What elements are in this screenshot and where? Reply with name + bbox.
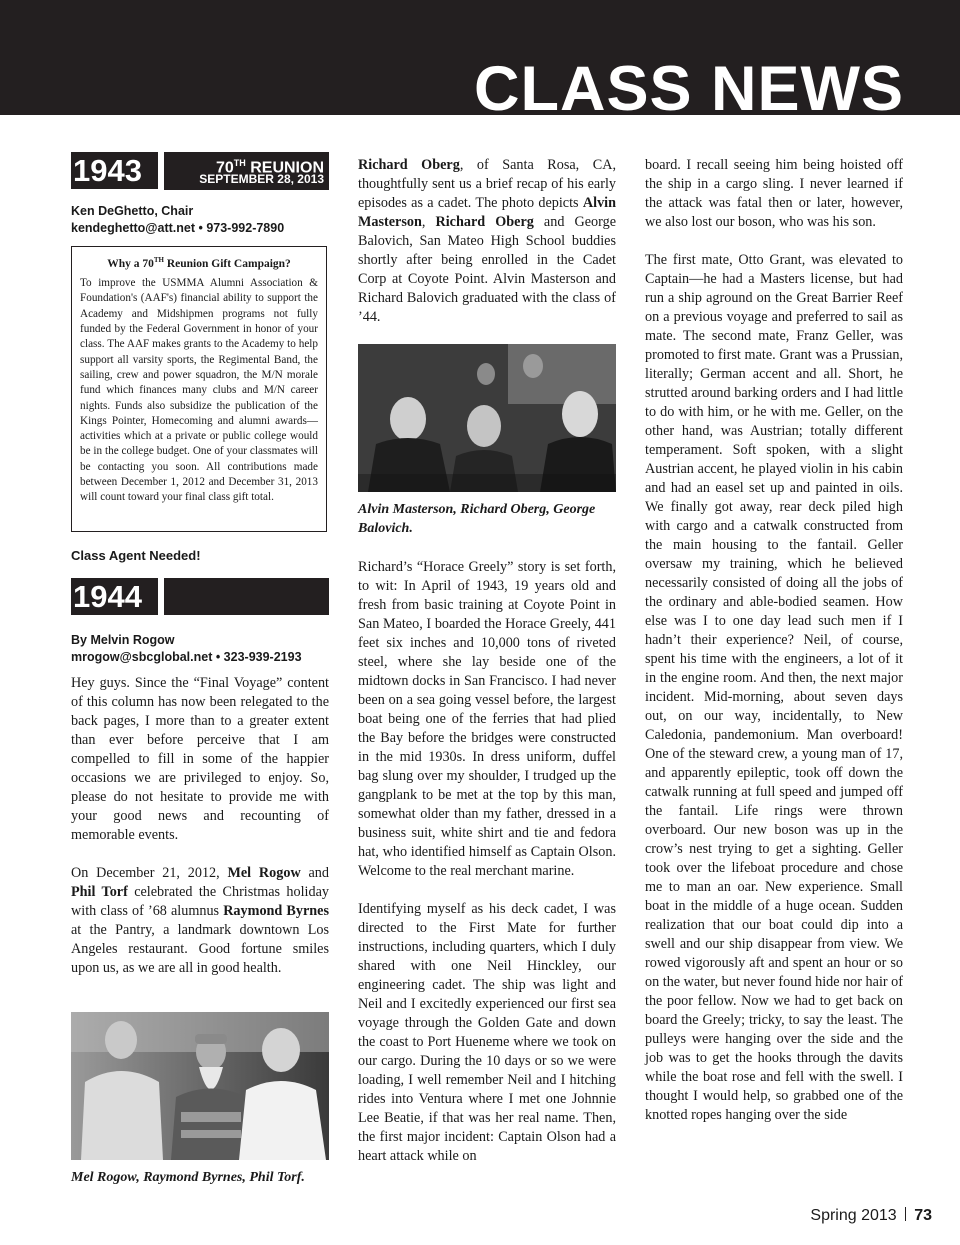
column-1-text	[71, 674, 329, 978]
gift-campaign-body: To improve the USMMA Alumni Association & Foundation's (AAF's) financial ability to support the Academy and Midshipmen programs not fully funded by the Federal Government in honor of your class. The AAF makes grants to the Academy to help support all varsity sports, the Regimental Band, the sailing, crew and power squadron, the M/N morale fund which finances many clubs and M/N career nights. Funds also subsidize the publication of the Kings Pointer, Homecoming and alumni awards—activities which at a private or public college would be in the college budget. One of your classmates will be contacting you soon. All contributions made between December 1, 2012 and December 31, 2013 will count toward your final class gift total.	[80, 277, 318, 504]
column-2-text	[358, 558, 616, 1166]
paragraph: Richard’s “Horace Greely” story is set forth, to wit: In April of 1943, 19 years old and fresh from basic training at Coyote Point in San Mateo, I boarded the Horace Greely, 441 feet six inches and 10,000 tons of riveted steel, where she lay beside one of the midtown docks in San Francisco. I had never been on a sea going vessel before, the largest boat being one of the ferries that had plied the Bay before the bridges were constructed in the mid 1930s. In dress uniform, duffel bag slung over my shoulder, I trudged up the gangplank to be met at the top by this man, somewhat older than my father, dressed in a business suit, white shirt and tie and fedora hat, who identified himself as Captain Olson. Welcome to the real merchant marine.	[358, 559, 616, 879]
paragraph: Identifying myself as his deck cadet, I was directed to the First Mate for further instructions, including quarters, which I duly shared with one Neil Hinckley, our engineering cadet. The ship was light and Neil and I excitedly experienced our first sea voyage through the Golden Gate and down the coast to Port Hueneme where we took on our cargo. During the 10 days or so we were loading, I well remember Neil and I hitching rides into Ventura where I met one Johnnie Lee Beatie, if that was her real name. Then, the first major incident: Captain Olson had a heart attack while on	[358, 901, 616, 1164]
page-footer	[810, 1207, 932, 1225]
page-number: 73	[914, 1207, 932, 1224]
year-1944-box	[71, 578, 158, 615]
paragraph: On December 21, 2012, Mel Rogow and Phil Torf celebrated the Christmas holiday with class of ’68 alumnus Raymond Byrnes at the Pantry, a landmark downtown Los Angeles restaurant. Good fortune smiles upon us, as we are all in good health.	[71, 865, 329, 976]
year-1944-label: 1944	[73, 579, 142, 614]
page-title: CLASS NEWS	[473, 54, 904, 124]
photo-illustration	[358, 344, 616, 492]
gift-campaign-box	[71, 246, 327, 532]
year-1943-label: 1943	[73, 153, 142, 188]
paragraph: board. I recall seeing him being hoisted off the ship in a cargo sling. I never learned if the attack was fatal then or later, however, we also lost our boson, who was his son.	[645, 157, 903, 230]
paragraph: Hey guys. Since the “Final Voyage” content of this column has now been relegated to the back pages, I more than to a greater extent than ever before perceive that I am compelled to fill in some of the happier occasions we are privileged to enjoy. So, please do not hesitate to provide me with your good news and recounting of memorable events.	[71, 675, 329, 843]
photo-illustration	[71, 1012, 329, 1160]
paragraph: Richard Oberg, of Santa Rosa, CA, thoughtfully sent us a brief recap of his early episodes as a cadet. The photo depicts Alvin Masterson, Richard Oberg and George Balovich, San Mateo High School buddies shortly after being enrolled in the Cadet Corp at Coyote Point. Alvin Masterson and Richard Balovich graduated with the class of ’44.	[358, 157, 616, 325]
photo-rogow-byrnes-torf	[71, 1012, 329, 1160]
1944-byline	[71, 632, 331, 666]
reunion-banner	[164, 152, 329, 190]
year-1943-box	[71, 152, 158, 189]
photo-masterson-oberg-balovich	[358, 344, 616, 492]
column-2-top	[358, 156, 616, 327]
paragraph: The first mate, Otto Grant, was elevated to Captain—he had a Masters license, but had run a ship aground on the Great Barrier Reef on a previous voyage and preferred to sail as mate. The second mate, Franz Geller, was promoted to first mate. Grant was a Prussian, literally; German accent and all. Short, he strutted around barking orders and I had little to do with him, or he with me. Geller, on the other hand, was Austrian; totally different temperament. Soft spoken, with a slight Austrian accent, he played violin in his cabin and had an easel set up and painted in oils. We finally got away, rear deck piled high with cargo and a catwalk constructed from the main housing to the fantail. Geller oversaw my training, which he believed necessarily consisted of doing all the jobs of the ordinary and able-bodied seamen. How else was I to one day lead such men if I hadn’t their experience? Neil, of course, spent his time with the engineers, a lot of it in the engine room. And then, the next major incident. Mid-morning, about seven days out, on our way, incidentally, to New Caledonia, pandemonium. Man overboard! One of the steward crew, a young man of 17, and apparently epileptic, took off down the catwalk running at full speed and jumped off the fantail. Life rings were thrown overboard. Our new boson was up in the crow’s nest trying to get a sighting. Geller took over the lifeboat procedure and chose me to man an oar. New experience. Small boat in the middle of a huge ocean. Sudden realization that our boat could dip into a swell and our ship disappear from view. We rowed vigorously aft and spent an hour or so on the water, but never found hide nor hair of the poor fellow. Now we had to get back on board the Greely; tricky, to say the least. The pulleys were hanging over the side and the job was to get the hooks through the davits while the boat rose and fell with the swell. I thought I would help, so grabbed one of the knotted ropes hanging over the side	[645, 252, 903, 1123]
footer-divider	[905, 1207, 907, 1221]
chair-email-phone: kendeghetto@att.net • 973-992-7890	[71, 221, 285, 235]
class-agent-needed: Class Agent Needed!	[71, 548, 201, 563]
byline-author: By Melvin Rogow	[71, 633, 175, 647]
byline-email-phone: mrogow@sbcglobal.net • 323-939-2193	[71, 650, 302, 664]
issue-label: Spring 2013	[810, 1207, 897, 1224]
column-3-text	[645, 156, 903, 1125]
chair-contact	[71, 203, 331, 237]
reunion-title: 70TH REUNION	[215, 158, 324, 177]
photo-1-caption: Mel Rogow, Raymond Byrnes, Phil Torf.	[71, 1170, 305, 1185]
gift-campaign-title: Why a 70TH Reunion Gift Campaign?	[107, 256, 291, 270]
reunion-date: SEPTEMBER 28, 2013	[199, 172, 324, 186]
photo-2-caption: Alvin Masterson, Richard Oberg, George Balovich.	[358, 502, 596, 536]
chair-name: Ken DeGhetto, Chair	[71, 204, 194, 218]
year-1944-banner	[164, 578, 329, 615]
